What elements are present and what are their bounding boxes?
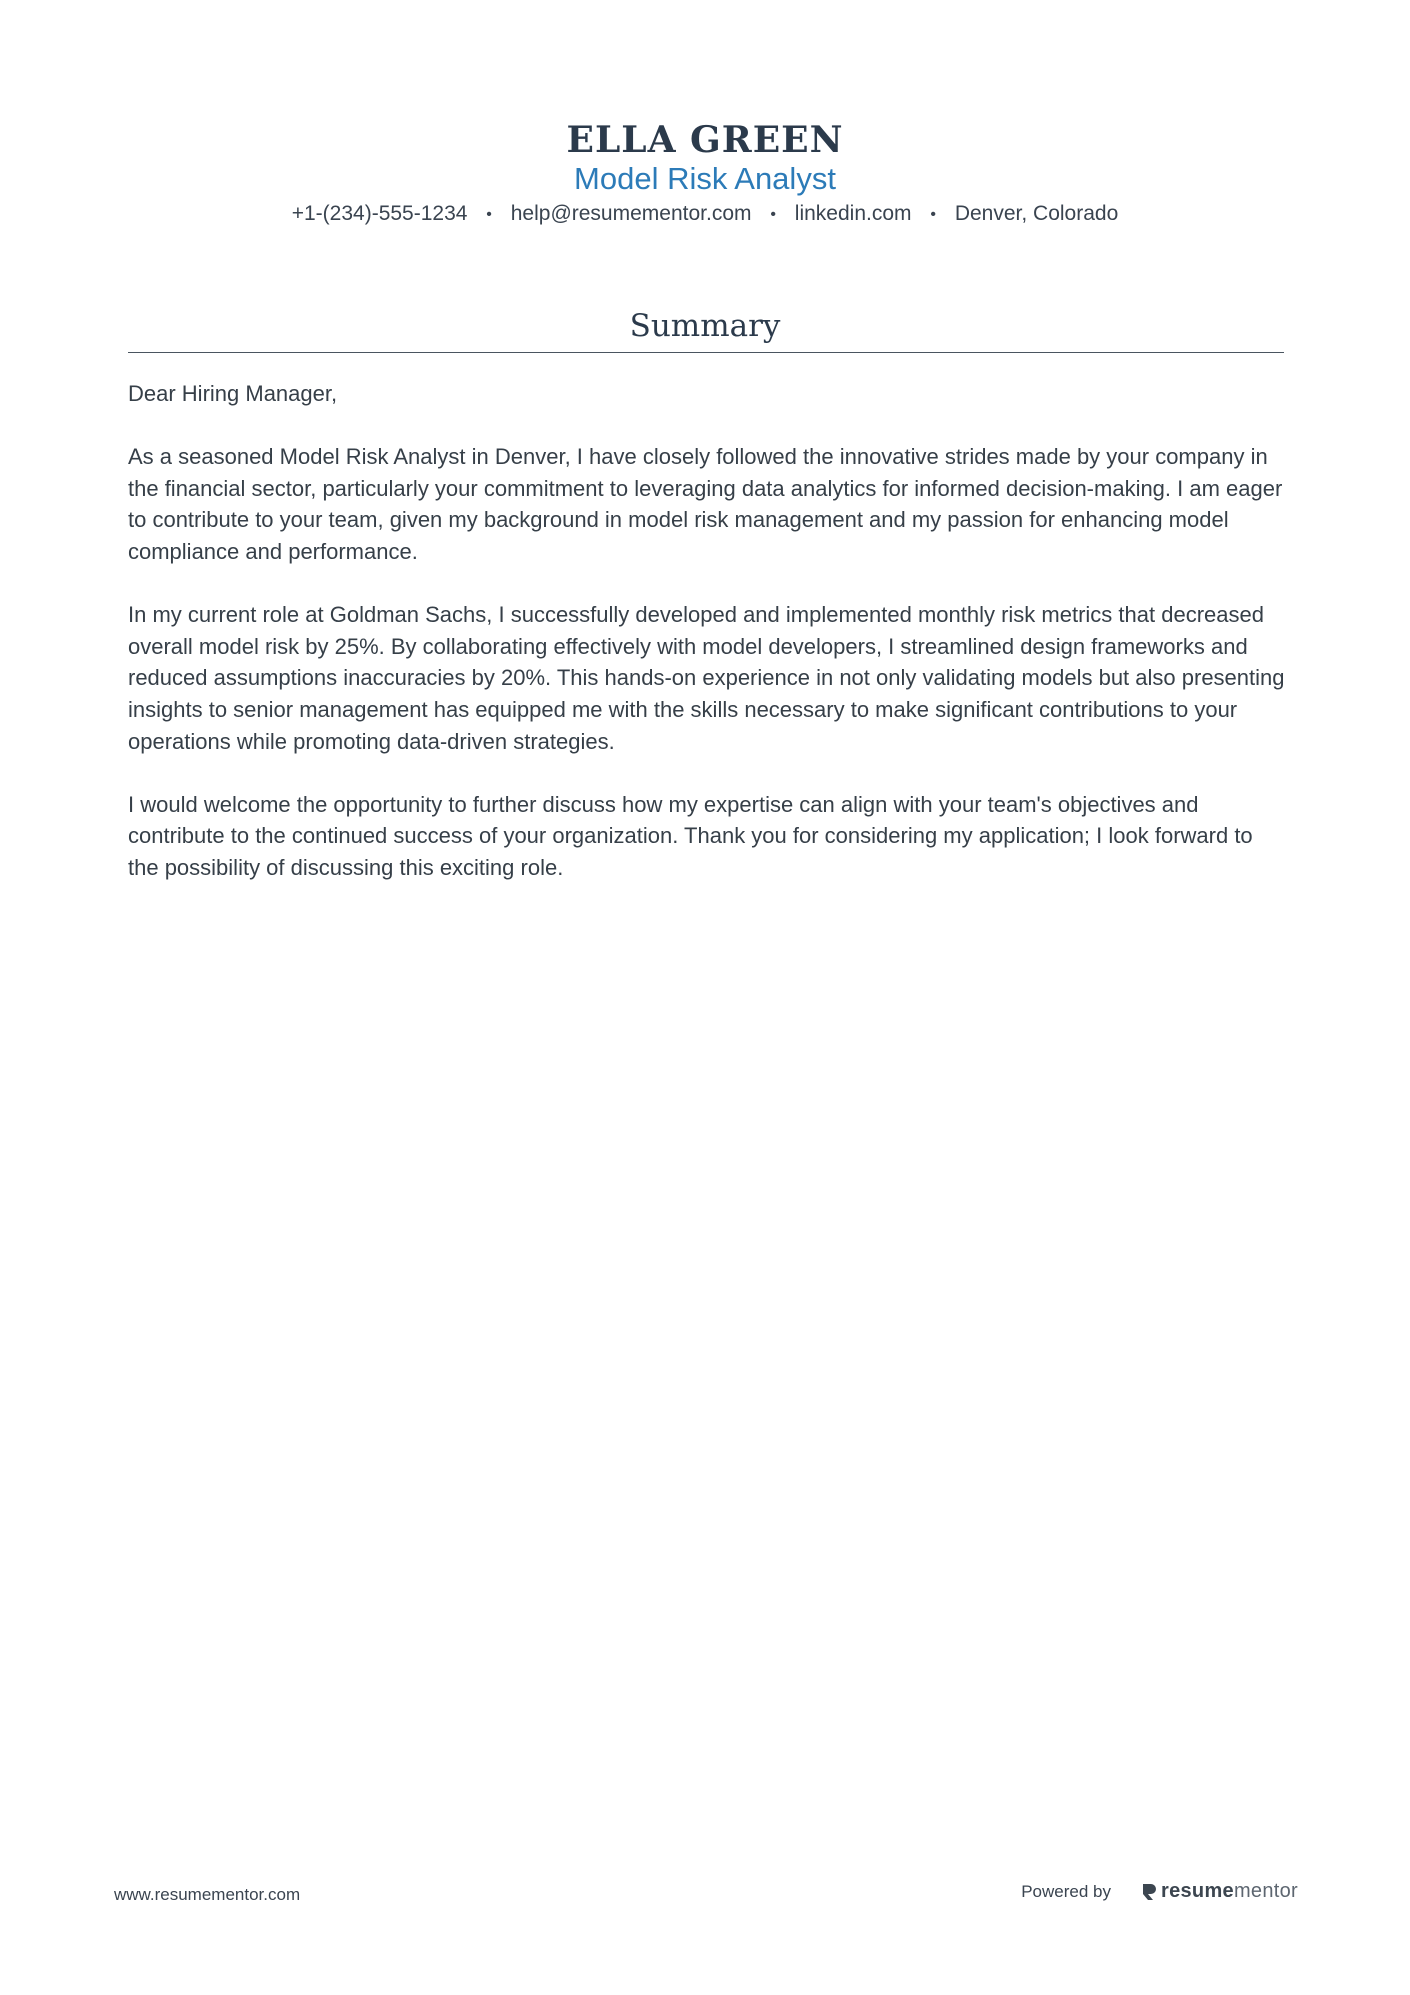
section-title-summary: Summary	[629, 308, 781, 344]
contact-linkedin[interactable]: linkedin.com	[794, 202, 912, 225]
letter-salutation: Dear Hiring Manager,	[128, 381, 338, 406]
contact-separator: •	[770, 206, 776, 223]
resume-header	[0, 118, 1410, 229]
cover-letter-body	[128, 378, 1288, 915]
contact-phone: +1-(234)-555-1234	[291, 202, 468, 225]
contact-separator: •	[930, 206, 936, 223]
resumementor-logo-icon	[1141, 1882, 1157, 1902]
contact-location: Denver, Colorado	[954, 202, 1119, 225]
job-title: Model Risk Analyst	[574, 161, 836, 196]
candidate-name: ELLA GREEN	[566, 119, 844, 161]
letter-paragraph: I would welcome the opportunity to further discuss how my expertise can align with your team's objectives and contribute to the continued success of your organization. Thank you for considering my application; I look forward to the possibility of discussing this exciting role.	[128, 791, 1253, 880]
contact-separator: •	[486, 206, 492, 223]
contact-email[interactable]: help@resumementor.com	[510, 202, 752, 225]
footer-website[interactable]: www.resumementor.com	[114, 1885, 301, 1904]
powered-by-label: Powered by	[1021, 1881, 1111, 1901]
brand-logo[interactable]	[1141, 1880, 1298, 1903]
letter-paragraph: In my current role at Goldman Sachs, I successfully developed and implemented monthly risk metrics that decreased overall model risk by 25%. By collaborating effectively with model developers, I streamlined design frameworks and reduced assumptions inaccuracies by 20%. This hands-on experience in not only validating models but also presenting insights to senior management has equipped me with the skills necessary to make significant contributions to your operations while promoting data-driven strategies.	[128, 602, 1285, 754]
letter-paragraph: As a seasoned Model Risk Analyst in Denver, I have closely followed the innovative strides made by your company in the financial sector, particularly your commitment to leveraging data analytics for informed decision-making. I am eager to contribute to your team, given my background in model risk management and my passion for enhancing model compliance and performance.	[128, 444, 1283, 564]
contact-line	[0, 200, 1410, 229]
footer-branding	[1021, 1880, 1298, 1903]
section-divider	[128, 352, 1284, 353]
brand-name-part2: mentor	[1233, 1880, 1298, 1902]
brand-name-part1: resume	[1161, 1880, 1234, 1902]
